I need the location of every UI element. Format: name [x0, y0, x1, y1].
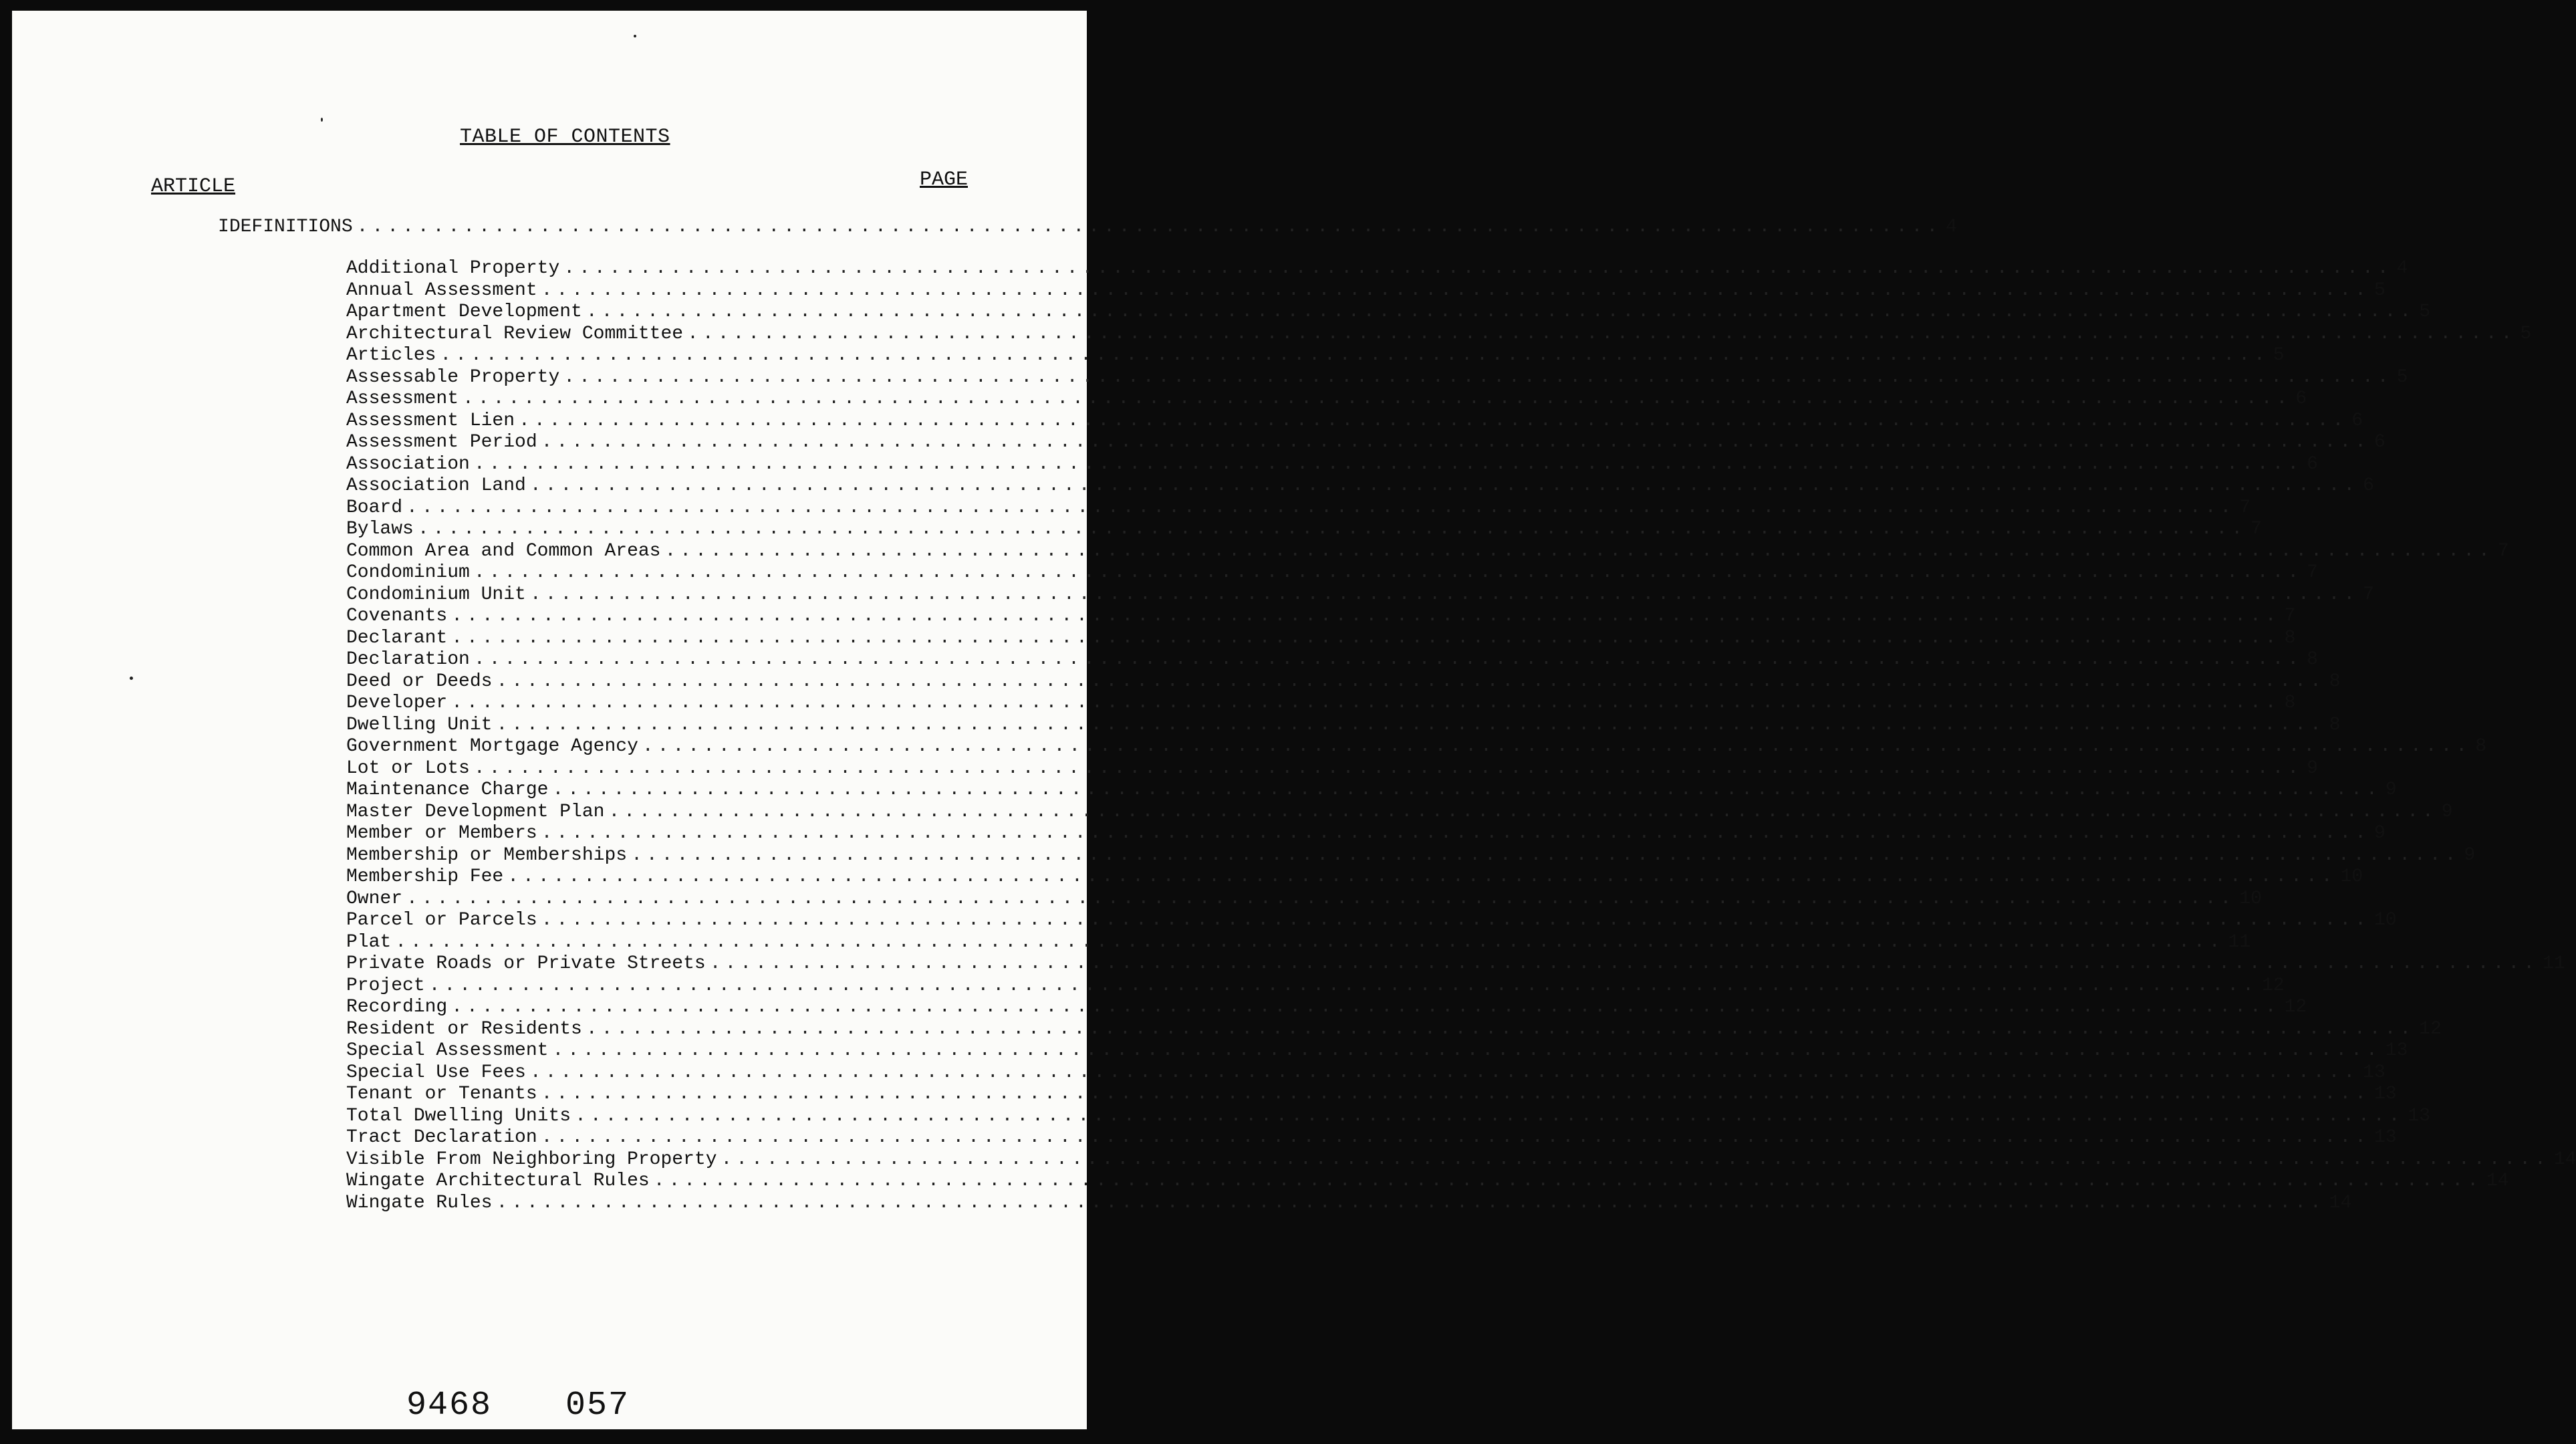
entry-page-number: 6	[2351, 410, 2363, 431]
entry-label: Membership or Memberships	[346, 844, 628, 866]
entry-page-number: 5	[2396, 366, 2408, 388]
entry-page-number: 9	[2385, 779, 2397, 800]
toc-entry	[346, 453, 2318, 476]
entry-label: Articles	[346, 345, 436, 366]
entry-label: Tenant or Tenants	[346, 1084, 537, 1104]
entry-page-number: 5	[2273, 345, 2285, 366]
dot-leader: ........................................................................................................................	[428, 975, 2258, 996]
entry-label: Recording	[346, 997, 448, 1017]
entry-page-number: 8	[2284, 627, 2296, 648]
entry-page-number: 8	[2284, 693, 2296, 713]
dot-leader: ........................................................................................................................	[541, 823, 2370, 844]
toc-entry	[346, 649, 2318, 671]
entry-page-number: 6	[2307, 453, 2318, 475]
entry-page-number: 14	[2486, 1171, 2509, 1191]
entry-page-number: 8	[2307, 649, 2318, 670]
article-page-number: 4	[1946, 217, 1957, 237]
toc-entry	[346, 432, 2386, 454]
dot-leader: ........................................................................................................................	[451, 627, 2281, 648]
entry-page-number: 10	[2239, 888, 2262, 909]
entry-page-number: 4	[2396, 258, 2408, 279]
dot-leader: ........................................................................................................................	[463, 388, 2292, 409]
article-row	[218, 217, 1957, 241]
entry-label: Condominium	[346, 562, 470, 583]
dot-leader: ........................................................................................................................	[687, 323, 2517, 344]
article-title: DEFINITIONS	[229, 217, 353, 237]
dot-leader: ........................................................................................................................	[541, 279, 2370, 301]
dot-leader: ........................................................................................................................	[653, 1171, 2483, 1191]
scan-speck	[130, 677, 133, 680]
dot-leader: ........................................................................................................................	[473, 562, 2303, 583]
toc-entry	[346, 953, 2565, 975]
toc-entry	[346, 1192, 2352, 1215]
scan-speck	[321, 118, 323, 122]
dot-leader: ........................................................................................................................	[608, 801, 2438, 822]
toc-entry	[346, 779, 2397, 802]
toc-entry	[346, 866, 2363, 888]
dot-leader: ........................................................................................................................	[440, 345, 2269, 366]
entry-label: Developer	[346, 693, 448, 713]
toc-entry	[346, 671, 2341, 693]
toc-entry	[346, 1040, 2408, 1062]
entry-label: Plat	[346, 931, 392, 953]
entry-page-number: 14	[2553, 1149, 2576, 1170]
dot-leader: ........................................................................................................................	[451, 693, 2281, 713]
toc-entry	[346, 1084, 2397, 1106]
entry-page-number: 9	[2464, 844, 2476, 866]
toc-entry	[346, 1127, 2397, 1149]
entry-label: Deed or Deeds	[346, 671, 493, 692]
entry-label: Common Area and Common Areas	[346, 540, 661, 562]
entry-page-number: 7	[2239, 497, 2251, 518]
entry-label: Association	[346, 453, 470, 475]
dot-leader: ........................................................................................................................	[575, 1105, 2404, 1126]
entry-page-number: 6	[2295, 388, 2307, 409]
entry-label: Special Assessment	[346, 1040, 549, 1061]
toc-entry	[346, 1062, 2386, 1084]
toc-entry	[346, 1171, 2509, 1193]
toc-entry	[346, 540, 2509, 563]
toc-entry	[346, 931, 2251, 954]
dot-leader: ........................................................................................................................	[586, 302, 2416, 322]
toc-entry	[346, 302, 2430, 324]
dot-leader: ........................................................................................................................	[552, 779, 2381, 800]
toc-entry	[346, 888, 2262, 911]
entry-label: Visible From Neighboring Property	[346, 1149, 717, 1170]
entry-label: Association Land	[346, 475, 526, 496]
article-column-header: ARTICLE	[151, 175, 236, 198]
entry-page-number: 5	[2419, 302, 2430, 322]
entry-label: Bylaws	[346, 519, 414, 539]
entry-page-number: 8	[2329, 714, 2341, 735]
entry-label: Board	[346, 497, 403, 518]
entry-label: Condominium Unit	[346, 584, 526, 605]
dot-leader: ........................................................................................................................	[529, 1062, 2359, 1083]
dot-leader: ........................................................................................................................	[541, 910, 2370, 931]
toc-entry	[346, 519, 2262, 541]
entry-page-number: 8	[2475, 736, 2487, 757]
dot-leader: ........................................................................................................................	[586, 1018, 2416, 1040]
entry-page-number: 9	[2441, 801, 2453, 822]
entry-page-number: 9	[2373, 823, 2386, 844]
document-page	[12, 11, 2576, 1429]
entry-page-number: 13	[2385, 1040, 2408, 1061]
scan-speck	[634, 35, 636, 37]
entry-page-number: 6	[2373, 432, 2386, 453]
entry-page-number: 12	[2284, 997, 2307, 1017]
dot-leader: ........................................................................................................................	[529, 475, 2359, 496]
entry-label: Member or Members	[346, 823, 537, 844]
dot-leader: ........................................................................................................................	[473, 649, 2303, 670]
entry-page-number: 6	[2363, 475, 2374, 496]
toc-entry	[346, 801, 2453, 824]
entry-page-number: 7	[2284, 606, 2296, 626]
entry-page-number: 12	[2261, 975, 2285, 996]
entry-label: Assessable Property	[346, 366, 560, 388]
toc-entry	[346, 823, 2386, 845]
document-number-right: 057	[565, 1387, 630, 1425]
dot-leader: ........................................................................................................................	[529, 584, 2359, 605]
entry-label: Tract Declaration	[346, 1127, 537, 1148]
entry-label: Parcel or Parcels	[346, 910, 537, 931]
toc-entry	[346, 757, 2318, 780]
page-column-header: PAGE	[920, 168, 969, 191]
dot-leader: ........................................................................................................................	[507, 866, 2337, 887]
dot-leader: ........................................................................................................................	[417, 519, 2247, 539]
toc-entry	[346, 562, 2318, 584]
toc-entry	[346, 714, 2341, 737]
toc-entry	[346, 388, 2307, 410]
toc-entry	[346, 997, 2307, 1019]
entry-label: Project	[346, 975, 425, 996]
entry-label: Annual Assessment	[346, 279, 537, 301]
toc-entry	[346, 736, 2487, 758]
entry-page-number: 5	[2520, 323, 2532, 344]
toc-entry	[346, 279, 2386, 302]
dot-leader: ........................................................................................................................	[451, 606, 2281, 626]
dot-leader: ........................................................................................................................	[541, 432, 2370, 453]
entry-label: Dwelling Unit	[346, 714, 493, 735]
dot-leader: ........................................................................................................................	[563, 366, 2393, 388]
dot-leader: ........................................................................................................................	[642, 736, 2472, 757]
page-title: TABLE OF CONTENTS	[460, 126, 670, 148]
dot-leader: ........................................................................................................................	[541, 1127, 2370, 1148]
dot-leader: ........................................................................................................................	[473, 453, 2303, 475]
entry-page-number: 10	[2340, 866, 2363, 887]
dot-leader: ........................................................................................................................	[496, 714, 2325, 735]
entry-label: Assessment	[346, 388, 459, 409]
entry-page-number: 12	[2419, 1018, 2442, 1040]
dot-leader: ........................................................................................................................	[552, 1040, 2381, 1061]
entry-label: Declarant	[346, 627, 448, 648]
entry-label: Total Dwelling Units	[346, 1105, 571, 1126]
toc-entry	[346, 606, 2296, 628]
entry-page-number: 8	[2329, 671, 2341, 692]
entry-label: Maintenance Charge	[346, 779, 549, 800]
dot-leader: ........................................................................................................................	[519, 410, 2348, 431]
entry-label: Owner	[346, 888, 403, 909]
dot-leader: ........................................................................................................................	[631, 844, 2460, 866]
toc-entry	[346, 345, 2285, 367]
entry-label: Declaration	[346, 649, 470, 670]
dot-leader: ........................................................................................................................	[451, 997, 2281, 1017]
entry-label: Assessment Period	[346, 432, 537, 453]
toc-entry	[346, 584, 2374, 606]
toc-entry	[346, 1105, 2430, 1128]
entry-label: Apartment Development	[346, 302, 582, 322]
toc-entry	[346, 1149, 2576, 1171]
dot-leader: ........................................................................................................................	[563, 258, 2393, 279]
entry-page-number: 11	[2543, 953, 2565, 974]
entry-label: Master Development Plan	[346, 801, 605, 822]
toc-entry	[346, 693, 2296, 715]
toc-entry	[346, 323, 2532, 346]
dot-leader: ........................................................................................................................	[709, 953, 2539, 974]
definitions-list	[346, 258, 2576, 1214]
entry-page-number: 13	[2408, 1105, 2430, 1126]
toc-entry	[346, 1018, 2442, 1041]
toc-entry	[346, 410, 2363, 433]
dot-leader: ........................................................................................................................	[406, 497, 2236, 518]
entry-label: Membership Fee	[346, 866, 504, 887]
entry-label: Lot or Lots	[346, 757, 470, 779]
toc-entry	[346, 366, 2408, 389]
toc-entry	[346, 497, 2251, 519]
dot-leader: ........................................................................................................................	[496, 1192, 2325, 1213]
entry-page-number: 7	[2363, 584, 2374, 605]
entry-page-number: 7	[2307, 562, 2318, 583]
entry-label: Additional Property	[346, 258, 560, 279]
entry-page-number: 10	[2373, 910, 2397, 931]
toc-entry	[346, 258, 2408, 280]
article-number: I	[218, 217, 229, 237]
entry-page-number: 14	[2329, 1192, 2352, 1213]
entry-page-number: 13	[2373, 1127, 2397, 1148]
entry-label: Private Roads or Private Streets	[346, 953, 706, 974]
entry-label: Wingate Architectural Rules	[346, 1171, 650, 1191]
toc-entry	[346, 475, 2374, 497]
entry-page-number: 7	[2250, 519, 2262, 539]
dot-leader: ........................................................................................................	[356, 217, 1942, 237]
toc-entry	[346, 975, 2285, 997]
entry-page-number: 13	[2363, 1062, 2386, 1083]
toc-entry	[346, 910, 2397, 932]
dot-leader: ........................................................................................................................	[406, 888, 2236, 909]
dot-leader: ........................................................................................................................	[473, 757, 2303, 779]
entry-label: Wingate Rules	[346, 1192, 493, 1213]
entry-label: Government Mortgage Agency	[346, 736, 638, 757]
toc-entry	[346, 627, 2296, 650]
dot-leader: ........................................................................................................................	[721, 1149, 2550, 1170]
dot-leader: ........................................................................................................................	[395, 931, 2224, 953]
toc-entry	[346, 844, 2476, 867]
entry-page-number: 7	[2497, 540, 2509, 562]
entry-label: Special Use Fees	[346, 1062, 526, 1083]
dot-leader: ........................................................................................................................	[496, 671, 2325, 692]
entry-label: Architectural Review Committee	[346, 323, 684, 344]
entry-page-number: 13	[2373, 1084, 2397, 1104]
entry-label: Assessment Lien	[346, 410, 515, 431]
entry-page-number: 11	[2228, 931, 2251, 953]
entry-label: Covenants	[346, 606, 448, 626]
entry-page-number: 5	[2373, 279, 2386, 301]
entry-page-number: 9	[2307, 757, 2318, 779]
dot-leader: ........................................................................................................................	[664, 540, 2494, 562]
dot-leader: ........................................................................................................................	[541, 1084, 2370, 1104]
document-number-left: 9468	[406, 1387, 493, 1425]
entry-label: Resident or Residents	[346, 1018, 582, 1040]
